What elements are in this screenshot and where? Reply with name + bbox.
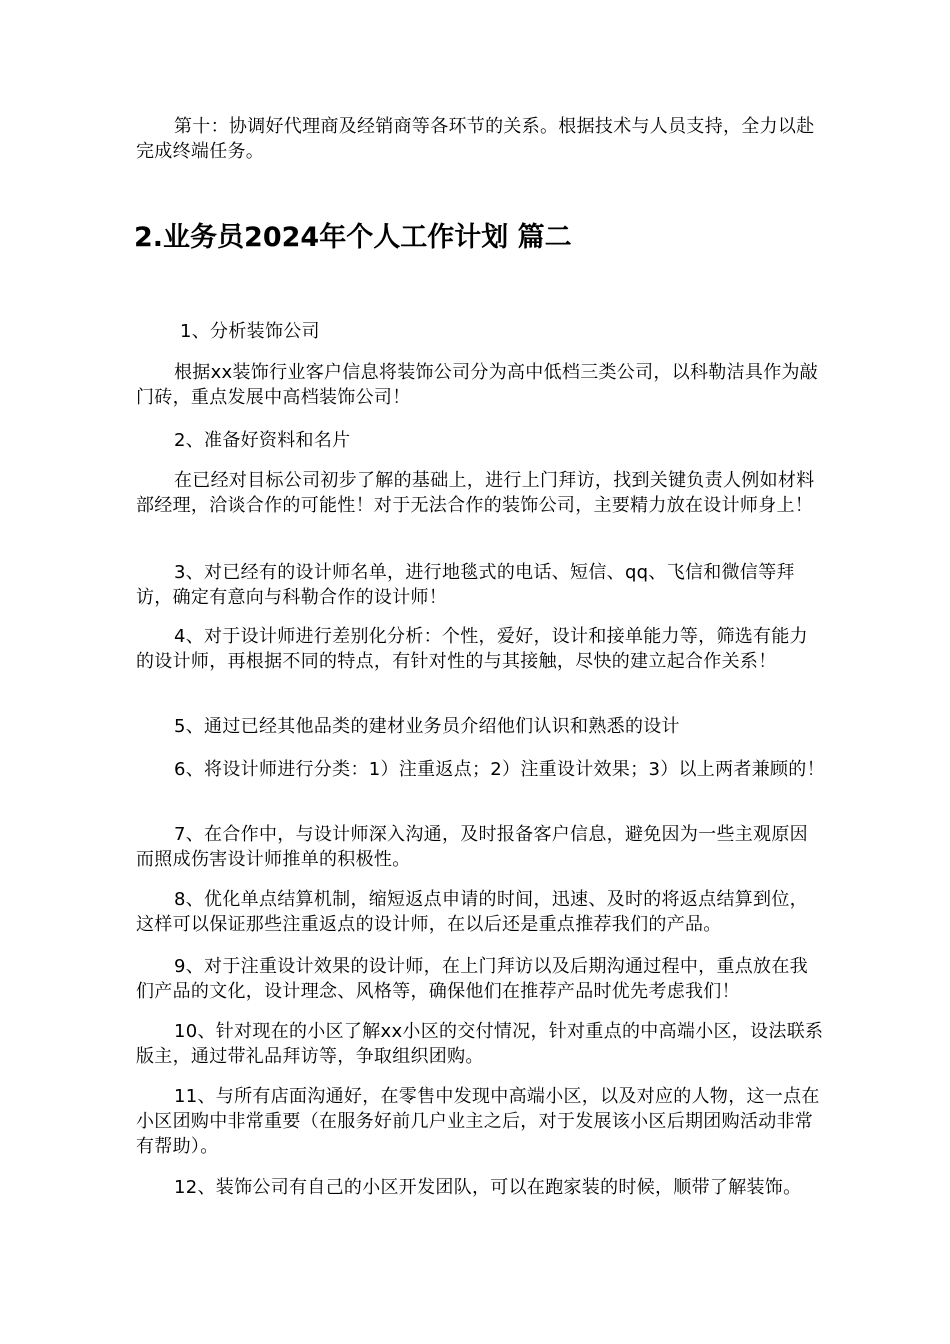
paragraph: 根据xx装饰行业客户信息将装饰公司分为高中低档三类公司，以科勒洁具作为敲门砖，重点发展中高档装饰公司！	[136, 362, 819, 408]
section-heading	[134, 220, 572, 256]
list-item-3: 3、对已经有的设计师名单，进行地毯式的电话、短信、qq、飞信和微信等拜访，确定有意向与科勒合作的设计师！	[136, 562, 795, 608]
heading-title-prefix: 业务员	[163, 222, 245, 253]
intro-paragraph: 第十：协调好代理商及经销商等各环节的关系。根据技术与人员支持，全力以赴完成终端任务。	[136, 116, 815, 162]
list-item-7: 7、在合作中，与设计师深入沟通，及时报备客户信息，避免因为一些主观原因而照成伤害设计师推单的积极性。	[136, 824, 808, 870]
list-item-6: 6、将设计师进行分类：1）注重返点；2）注重设计效果；3）以上两者兼顾的！	[174, 759, 825, 780]
paragraph: 在已经对目标公司初步了解的基础上，进行上门拜访，找到关键负责人例如材料部经理，洽谈合作的可能性！对于无法合作的装饰公司，主要精力放在设计师身上！	[136, 470, 815, 516]
heading-year: 2024	[244, 222, 320, 253]
list-item-9: 9、对于注重设计效果的设计师，在上门拜访以及后期沟通过程中，重点放在我们产品的文化，设计理念、风格等，确保他们在推荐产品时优先考虑我们！	[136, 956, 808, 1002]
list-item-8: 8、优化单点结算机制，缩短返点申请的时间，迅速、及时的将返点结算到位，这样可以保证那些注重返点的设计师，在以后还是重点推荐我们的产品。	[136, 889, 808, 935]
list-item-1-title: 1、分析装饰公司	[180, 321, 320, 342]
list-item-4: 4、对于设计师进行差别化分析：个性，爱好，设计和接单能力等，筛选有能力的设计师，再根据不同的特点，有针对性的与其接触，尽快的建立起合作关系！	[136, 626, 808, 672]
list-item-10: 10、针对现在的小区了解xx小区的交付情况，针对重点的中高端小区，设法联系版主，通过带礼品拜访等，争取组织团购。	[136, 1021, 824, 1067]
heading-number: 2.	[134, 222, 164, 253]
list-item-2-title: 2、准备好资料和名片	[174, 430, 351, 451]
list-item-5: 5、通过已经其他品类的建材业务员介绍他们认识和熟悉的设计	[174, 716, 680, 737]
list-item-11: 11、与所有店面沟通好，在零售中发现中高端小区，以及对应的人物，这一点在小区团购中非常重要（在服务好前几户业主之后，对于发展该小区后期团购活动非常有帮助）。	[136, 1086, 820, 1157]
heading-title-suffix: 年个人工作计划 篇二	[319, 222, 572, 253]
list-item-12: 12、装饰公司有自己的小区开发团队，可以在跑家装的时候，顺带了解装饰。	[174, 1177, 802, 1198]
